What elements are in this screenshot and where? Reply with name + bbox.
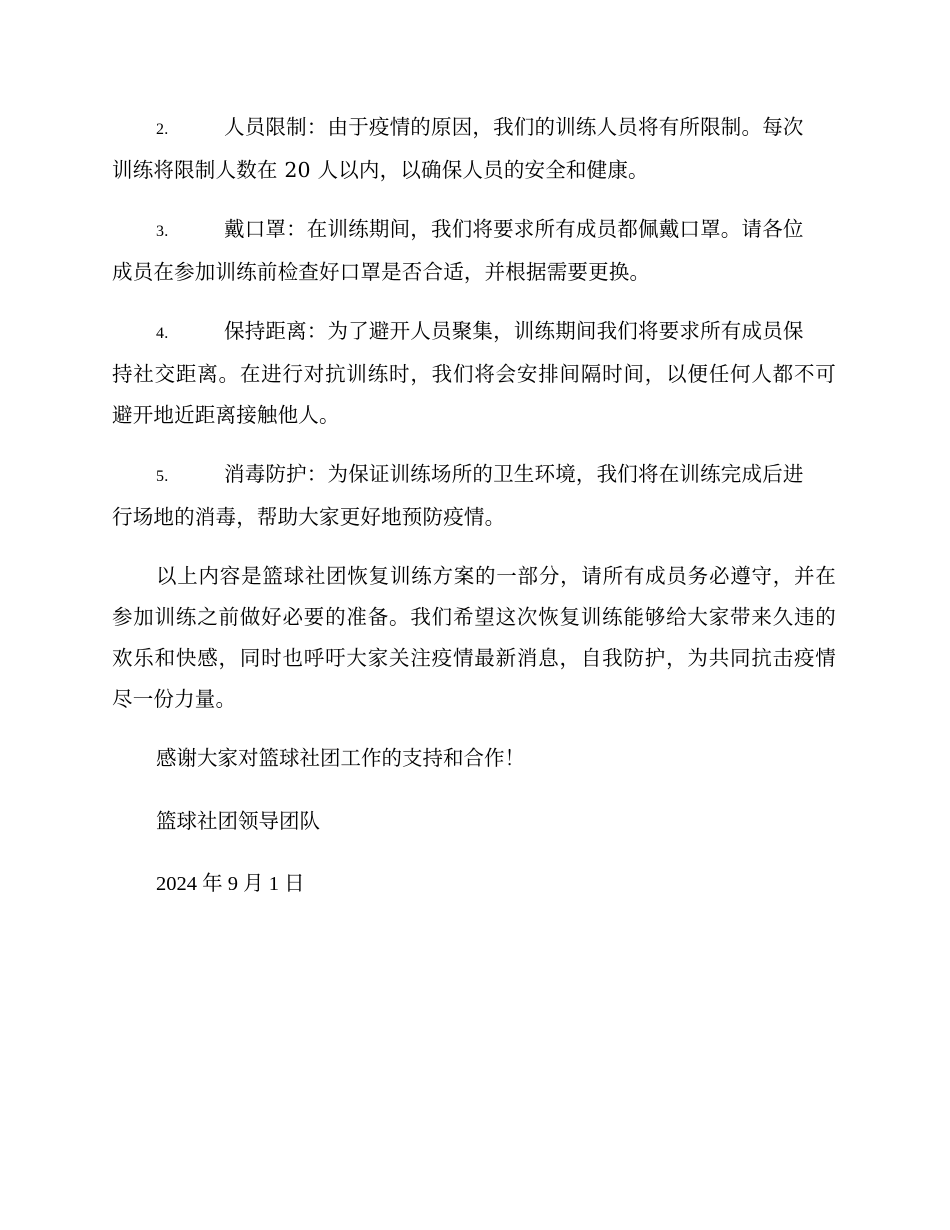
- list-item-text: 保持距离：为了避开人员聚集，训练期间我们将要求所有成员保: [224, 319, 804, 343]
- date-line: 2024 年 9 月 1 日: [156, 873, 305, 895]
- list-item-number: 2.: [156, 121, 169, 138]
- list-item-text: 消毒防护：为保证训练场所的卫生环境，我们将在训练完成后进: [224, 462, 804, 486]
- thanks-line: 感谢大家对篮球社团工作的支持和合作！: [156, 746, 525, 770]
- list-item-number: 5.: [156, 468, 169, 485]
- document-body: [112, 107, 836, 927]
- closing-paragraph: 以上内容是篮球社团恢复训练方案的一部分，请所有成员务必遵守，并在参加训练之前做好必要的准备。我们希望这次恢复训练能够给大家带来久违的欢乐和快感，同时也呼吁大家关注疫情最新消息，自我防护，为共同抗击疫情尽一份力量。: [112, 564, 836, 711]
- list-item-text-continued: 训练将限制人数在 20 人以内，以确保人员的安全和健康。: [112, 158, 649, 182]
- list-item: [112, 311, 836, 436]
- list-item: [112, 209, 836, 293]
- list-item-text-continued: 成员在参加训练前检查好口罩是否合适，并根据需要更换。: [112, 260, 651, 284]
- signature-line: 篮球社团领导团队: [156, 809, 320, 833]
- list-item-text-continued: 行场地的消毒，帮助大家更好地预防疫情。: [112, 505, 506, 529]
- list-item-text-continued: 持社交距离。在进行对抗训练时，我们将会安排间隔时间，以便任何人都不可避开地近距离接触他人。: [112, 362, 836, 427]
- list-item-number: 3.: [156, 223, 169, 240]
- list-item-text: 戴口罩：在训练期间，我们将要求所有成员都佩戴口罩。请各位: [224, 217, 804, 241]
- list-item-text: 人员限制：由于疫情的原因，我们的训练人员将有所限制。每次: [224, 115, 804, 139]
- list-item: [112, 107, 836, 191]
- list-item-number: 4.: [156, 325, 169, 342]
- list-item: [112, 454, 836, 538]
